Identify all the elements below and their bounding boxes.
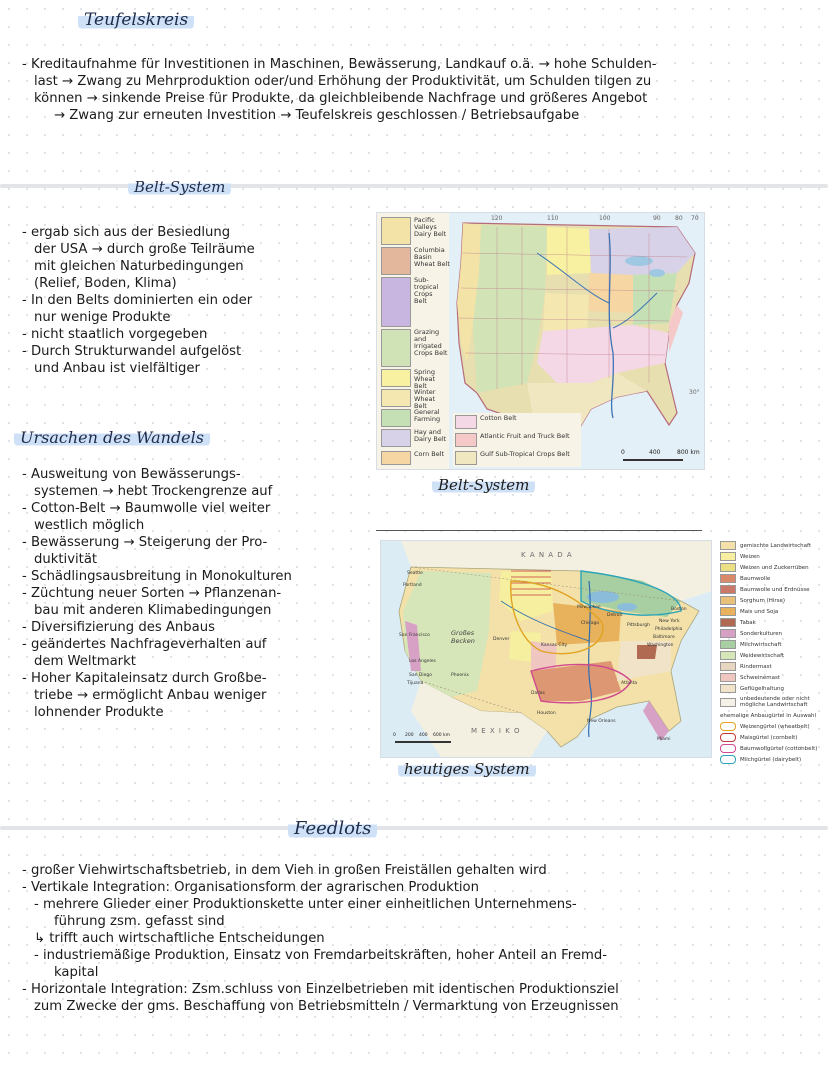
- scale-label: 400: [649, 449, 661, 456]
- legend-item: Rindermast: [720, 661, 820, 672]
- text-line: lohnender Produkte: [34, 705, 164, 720]
- heading-teufelskreis: Teufelskreis: [78, 10, 194, 30]
- text-line: - industriemäßige Produktion, Einsatz von Fremdarbeitskräften, hoher Anteil an Fremd-: [34, 948, 607, 963]
- longitude-label: 120: [491, 215, 503, 222]
- city-label: Milwaukee: [577, 605, 601, 610]
- text-line: bau mit anderen Klimabedingungen: [34, 603, 272, 618]
- legend-item: Weizen: [720, 551, 820, 562]
- text-line: - Schädlingsausbreitung in Monokulturen: [22, 569, 292, 584]
- text-line: ↳ trifft auch wirtschaftliche Entscheidungen: [34, 931, 325, 946]
- legend-item: Sub-tropical Crops Belt: [381, 277, 444, 327]
- city-label: Atlanta: [621, 681, 638, 686]
- scale-label: 200: [405, 733, 414, 738]
- city-label: Denver: [493, 637, 510, 642]
- legend-item: Winter Wheat Belt: [381, 389, 448, 410]
- longitude-label: 110: [547, 215, 559, 222]
- scale-label: 600 km: [433, 733, 451, 738]
- city-label: Los Angeles: [409, 659, 436, 664]
- ursachen-text: [22, 466, 292, 721]
- legend-item: Spring Wheat Belt: [381, 369, 448, 390]
- legend-item: General Farming: [381, 409, 448, 427]
- city-label: Kansas City: [541, 643, 568, 648]
- feedlots-text: [22, 862, 619, 1015]
- text-line: - Kreditaufnahme für Investitionen in Maschinen, Bewässerung, Landkauf o.ä. → hohe Schulden-: [22, 57, 657, 72]
- current-system-map: [380, 540, 712, 758]
- current-system-legend: [720, 540, 820, 765]
- belt-system-map: [376, 212, 705, 470]
- text-line: - Ausweitung von Bewässerungs-: [22, 467, 241, 482]
- legend-item: Weizen und Zuckerrüben: [720, 562, 820, 573]
- text-line: - geändertes Nachfrageverhalten auf: [22, 637, 267, 652]
- text-line: führung zsm. gefasst sind: [54, 914, 225, 929]
- country-label: K A N A D A: [521, 551, 573, 559]
- text-line: - Züchtung neuer Sorten → Pflanzenan-: [22, 586, 282, 601]
- legend-item: Tabak: [720, 617, 820, 628]
- text-line: last → Zwang zu Mehrproduktion oder/und Erhöhung der Produktivität, um Schulden tilgen zu: [34, 74, 652, 89]
- legend-item: Corn Belt: [381, 451, 448, 465]
- city-label: Phoenix: [451, 673, 469, 678]
- legend-item: Atlantic Fruit and Truck Belt: [455, 433, 570, 447]
- section-divider: [0, 826, 828, 830]
- city-label: Boston: [671, 607, 687, 612]
- text-line: - Vertikale Integration: Organisationsform der agrarischen Produktion: [22, 880, 479, 895]
- text-line: - großer Viehwirtschaftsbetrieb, in dem Vieh in großen Freiställen gehalten wird: [22, 863, 547, 878]
- heading-ursachen: Ursachen des Wandels: [14, 428, 210, 447]
- text-line: kapital: [54, 965, 99, 980]
- legend-item: Cotton Belt: [455, 415, 517, 429]
- text-line: - ergab sich aus der Besiedlung: [22, 225, 231, 240]
- text-line: zum Zwecke der gms. Beschaffung von Betriebsmitteln / Vermarktung von Erzeugnissen: [34, 999, 619, 1014]
- text-line: (Relief, Boden, Klima): [34, 276, 177, 291]
- legend-item: Weidewirtschaft: [720, 650, 820, 661]
- legend-item: Sonderkulturen: [720, 628, 820, 639]
- legend-item: gemischte Landwirtschaft: [720, 540, 820, 551]
- city-label: Tijuana: [407, 681, 424, 686]
- city-label: San Diego: [409, 673, 432, 678]
- text-line: triebe → ermöglicht Anbau weniger: [34, 688, 267, 703]
- legend-item: Columbia Basin Wheat Belt: [381, 247, 452, 275]
- city-label: Houston: [537, 711, 556, 716]
- city-label: Dallas: [531, 691, 545, 696]
- city-label: Detroit: [607, 613, 623, 618]
- longitude-label: 100: [599, 215, 611, 222]
- city-label: Seattle: [407, 571, 423, 576]
- text-line: - Cotton-Belt → Baumwolle viel weiter: [22, 501, 271, 516]
- text-line: und Anbau ist vielfältiger: [34, 361, 200, 376]
- text-line: systemen → hebt Trockengrenze auf: [34, 484, 273, 499]
- city-label: Portland: [403, 583, 422, 588]
- caption-current-system: heutiges System: [398, 760, 536, 778]
- text-line: - Diversifizierung des Anbaus: [22, 620, 215, 635]
- belt-system-text: [22, 224, 255, 377]
- city-label: New York: [659, 619, 680, 624]
- legend-item: Geflügelhaltung: [720, 683, 820, 694]
- text-line: - Hoher Kapitaleinsatz durch Großbe-: [22, 671, 267, 686]
- city-label: San Francisco: [399, 633, 430, 638]
- text-line: nur wenige Produkte: [34, 310, 171, 325]
- belt-map-legend: [377, 213, 449, 469]
- legend-item: Milchgürtel (dairybelt): [720, 754, 820, 765]
- text-line: - Bewässerung → Steigerung der Pro-: [22, 535, 268, 550]
- legend-item: unbedeutende oder nicht mögliche Landwirtschaft: [720, 694, 820, 710]
- text-line: - mehrere Glieder einer Produktionskette unter einer einheitlichen Unternehmens-: [34, 897, 577, 912]
- legend-item: Milchwirtschaft: [720, 639, 820, 650]
- city-label: Philadelphia: [655, 627, 683, 632]
- text-line: können → sinkende Preise für Produkte, da gleichbleibende Nachfrage und größeres Angebot: [34, 91, 648, 106]
- city-label: New Orleans: [587, 719, 616, 724]
- scale-label: 0: [393, 733, 396, 738]
- country-label: M E X I K O: [471, 727, 521, 735]
- text-line: - Durch Strukturwandel aufgelöst: [22, 344, 242, 359]
- latitude-label: 30°: [689, 389, 700, 396]
- text-line: dem Weltmarkt: [34, 654, 136, 669]
- city-label: Miami: [657, 737, 671, 742]
- legend-item: Hay and Dairy Belt: [381, 429, 448, 447]
- heading-belt-system: Belt-System: [128, 178, 231, 196]
- legend-item: Mais und Soja: [720, 606, 820, 617]
- city-label: Pittsburgh: [627, 623, 650, 628]
- legend-item: Schweinemast: [720, 672, 820, 683]
- legend-item: Sorghum (Hirse): [720, 595, 820, 606]
- section-divider: [0, 184, 828, 188]
- city-label: Washington: [647, 643, 674, 648]
- city-label: Chicago: [581, 621, 600, 626]
- city-label: Baltimore: [653, 635, 675, 640]
- text-line: westlich möglich: [34, 518, 145, 533]
- longitude-label: 90: [653, 215, 661, 222]
- legend-item: Baumwollgürtel (cottonbelt): [720, 743, 820, 754]
- legend-item: Maisgürtel (cornbelt): [720, 732, 820, 743]
- longitude-label: 70: [691, 215, 699, 222]
- scale-label: 800 km: [677, 449, 700, 456]
- belt-map-legend-extra: [453, 413, 581, 467]
- heading-feedlots: Feedlots: [288, 818, 377, 839]
- text-line: duktivität: [34, 552, 98, 567]
- legend-item: Baumwolle: [720, 573, 820, 584]
- text-line: → Zwang zur erneuten Investition → Teufelskreis geschlossen / Betriebsaufgabe: [54, 108, 580, 123]
- legend-item: Pacific Valleys Dairy Belt: [381, 217, 452, 245]
- legend-item: Grazing and Irrigated Crops Belt: [381, 329, 448, 367]
- scale-label: 0: [621, 449, 625, 456]
- legend-item: Weizengürtel (wheatbelt): [720, 721, 820, 732]
- text-line: - Horizontale Integration: Zsm.schluss von Einzelbetrieben mit identischen Produktionsziel: [22, 982, 619, 997]
- longitude-label: 80: [675, 215, 683, 222]
- teufelskreis-text: [22, 56, 657, 124]
- current-system-map-drawing: [381, 541, 711, 757]
- legend-item: Gulf Sub-Tropical Crops Belt: [455, 451, 570, 465]
- region-label: Großes Becken: [451, 629, 475, 645]
- scale-label: 400: [419, 733, 428, 738]
- map-separator: [376, 530, 702, 531]
- caption-belt-system: Belt-System: [432, 476, 535, 494]
- text-line: der USA → durch große Teilräume: [34, 242, 255, 257]
- legend-item: Baumwolle und Erdnüsse: [720, 584, 820, 595]
- legend-item: ehemalige Anbaugürtel in Auswahl: [720, 712, 817, 719]
- text-line: mit gleichen Naturbedingungen: [34, 259, 244, 274]
- text-line: - In den Belts dominierten ein oder: [22, 293, 253, 308]
- text-line: - nicht staatlich vorgegeben: [22, 327, 208, 342]
